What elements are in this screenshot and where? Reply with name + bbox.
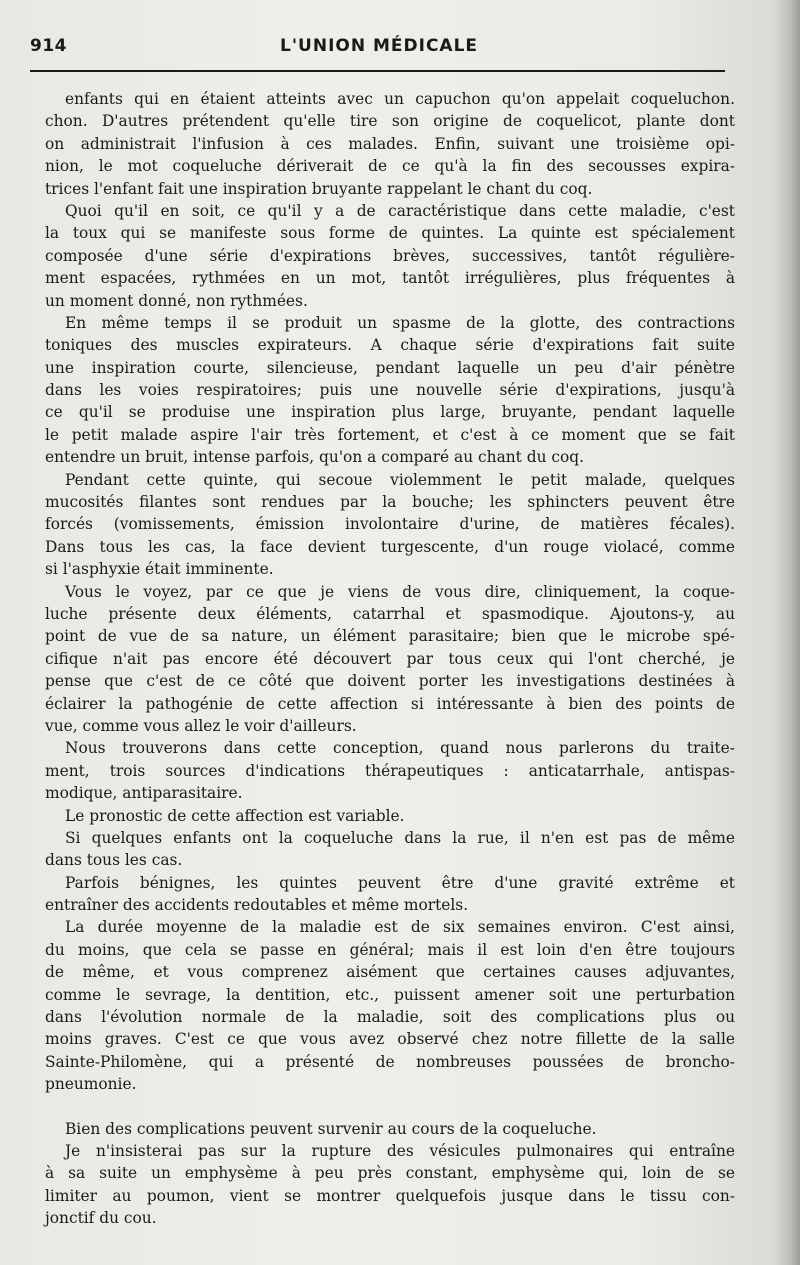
text-line: ce qu'il se produise une inspiration plus large, bruyante, pendant laquelle: [45, 403, 735, 422]
text-line: La durée moyenne de la maladie est de six semaines environ. C'est ainsi,: [65, 918, 735, 937]
text-line: pneumonie.: [45, 1075, 137, 1094]
text-line: Pendant cette quinte, qui secoue violemment le petit malade, quelques: [65, 470, 735, 489]
text-line: jonctif du cou.: [45, 1209, 157, 1228]
binding-shadow: [774, 0, 800, 1265]
text-line: une inspiration courte, silencieuse, pendant laquelle un peu d'air pénètre: [45, 358, 735, 377]
text-line: composée d'une série d'expirations brèves, successives, tantôt régulière-: [45, 246, 735, 265]
text-line: un moment donné, non rythmées.: [45, 291, 308, 310]
text-line: mucosités filantes sont rendues par la bouche; les sphincters peuvent être: [45, 493, 735, 512]
text-line: dans l'évolution normale de la maladie, soit des complications plus ou: [45, 1008, 735, 1027]
text-line: du moins, que cela se passe en général; mais il est loin d'en être toujours: [45, 940, 735, 959]
text-line: dans tous les cas.: [45, 851, 183, 870]
text-line: Je n'insisterai pas sur la rupture des vésicules pulmonaires qui entraîne: [65, 1141, 735, 1160]
text-line: Dans tous les cas, la face devient turgescente, d'un rouge violacé, comme: [45, 537, 735, 556]
text-line: En même temps il se produit un spasme de la glotte, des contractions: [65, 313, 735, 332]
body-text: [45, 88, 735, 1230]
text-line: la toux qui se manifeste sous forme de quintes. La quinte est spécialement: [45, 224, 735, 243]
text-line: limiter au poumon, vient se montrer quelquefois jusque dans le tissu con-: [45, 1186, 735, 1205]
text-line: Vous le voyez, par ce que je viens de vous dire, cliniquement, la coque-: [65, 582, 735, 601]
text-line: Si quelques enfants ont la coqueluche dans la rue, il n'en est pas de même: [65, 828, 735, 847]
text-line: Bien des complications peuvent survenir au cours de la coqueluche.: [65, 1119, 597, 1138]
text-line: nion, le mot coqueluche dériverait de ce qu'à la fin des secousses expira-: [45, 157, 735, 176]
text-line: Parfois bénignes, les quintes peuvent être d'une gravité extrême et: [65, 873, 735, 892]
header-rule: [30, 70, 725, 72]
text-line: entraîner des accidents redoutables et même mortels.: [45, 896, 469, 915]
page-header: [30, 36, 725, 70]
paragraph-gap: [45, 1096, 735, 1118]
text-line: entendre un bruit, intense parfois, qu'on a comparé au chant du coq.: [45, 448, 585, 467]
text-line: Sainte-Philomène, qui a présenté de nombreuses poussées de broncho-: [45, 1052, 735, 1071]
text-line: Le pronostic de cette affection est variable.: [65, 806, 405, 825]
text-line: éclairer la pathogénie de cette affection si intéressante à bien des points de: [45, 694, 735, 713]
text-line: chon. D'autres prétendent qu'elle tire son origine de coquelicot, plante dont: [45, 112, 735, 131]
text-line: trices l'enfant fait une inspiration bruyante rappelant le chant du coq.: [45, 179, 593, 198]
text-line: vue, comme vous allez le voir d'ailleurs.: [45, 716, 357, 735]
text-line: forcés (vomissements, émission involontaire d'urine, de matières fécales).: [45, 515, 735, 534]
text-line: à sa suite un emphysème à peu près constant, emphysème qui, loin de se: [45, 1164, 735, 1183]
running-title: L'UNION MÉDICALE: [280, 36, 479, 56]
text-line: dans les voies respiratoires; puis une nouvelle série d'expirations, jusqu'à: [45, 381, 735, 400]
text-line: ment espacées, rythmées en un mot, tantôt irrégulières, plus fréquentes à: [45, 269, 735, 288]
text-line: Nous trouverons dans cette conception, quand nous parlerons du traite-: [65, 739, 735, 758]
text-line: si l'asphyxie était imminente.: [45, 560, 274, 579]
text-line: cifique n'ait pas encore été découvert par tous ceux qui l'ont cherché, je: [45, 649, 735, 668]
text-line: ment, trois sources d'indications thérapeutiques : anticatarrhale, antispas-: [45, 761, 735, 780]
text-line: point de vue de sa nature, un élément parasitaire; bien que le microbe spé-: [45, 627, 735, 646]
text-line: moins graves. C'est ce que vous avez observé chez notre fillette de la salle: [45, 1030, 735, 1049]
page-number: 914: [30, 36, 67, 56]
text-line: le petit malade aspire l'air très fortement, et c'est à ce moment que se fait: [45, 425, 735, 444]
text-line: Quoi qu'il en soit, ce qu'il y a de caractéristique dans cette maladie, c'est: [65, 201, 735, 220]
text-line: enfants qui en étaient atteints avec un capuchon qu'on appelait coqueluchon.: [65, 90, 735, 108]
text-line: modique, antiparasitaire.: [45, 784, 243, 803]
text-line: pense que c'est de ce côté que doivent porter les investigations destinées à: [45, 672, 735, 691]
text-line: comme le sevrage, la dentition, etc., puissent amener soit une perturbation: [45, 985, 735, 1004]
text-line: on administrait l'infusion à ces malades. Enfin, suivant une troisième opi-: [45, 134, 735, 153]
text-line: de même, et vous comprenez aisément que certaines causes adjuvantes,: [45, 963, 735, 982]
text-line: toniques des muscles expirateurs. A chaque série d'expirations fait suite: [45, 336, 735, 355]
text-line: luche présente deux éléments, catarrhal et spasmodique. Ajoutons-y, au: [45, 604, 735, 623]
